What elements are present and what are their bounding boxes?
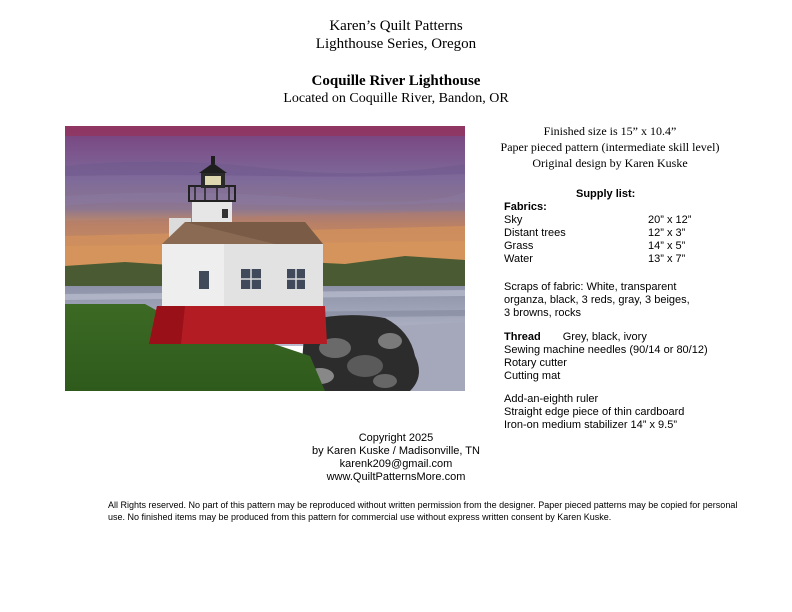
fabric-size: 20” x 12” [648, 214, 692, 226]
scraps-note [504, 281, 754, 320]
list-item [504, 227, 764, 240]
tool-item: Rotary cutter [504, 357, 567, 369]
finished-size: Finished size is 15” x 10.4” [543, 124, 677, 138]
copyright-email: karenk209@gmail.com [339, 458, 453, 470]
scraps-line: organza, black, 3 reds, gray, 3 beiges, [504, 294, 690, 306]
title-block [0, 72, 792, 108]
list-item [504, 214, 764, 227]
fabric-name: Distant trees [504, 227, 566, 239]
fabric-size: 13” x 7” [648, 253, 686, 265]
tool-item: Sewing machine needles (90/14 or 80/12) [504, 344, 708, 356]
scraps-line: Scraps of fabric: White, transparent [504, 281, 677, 293]
extra-item: Iron-on medium stabilizer 14” x 9.5” [504, 419, 678, 431]
lighthouse-quilt-illustration [65, 126, 465, 391]
scraps-line: 3 browns, rocks [504, 307, 582, 319]
extra-item: Add-an-eighth ruler [504, 393, 599, 405]
copyright-year: Copyright 2025 [358, 432, 434, 444]
thread-label: Thread [504, 331, 541, 343]
rights-notice: All Rights reserved. No part of this pattern may be reproduced without written permission from the designer. Paper pieced patterns may be copied for personal use. No finished items may be produced from this pattern for commercial use without express written consent by Karen Kuske. [108, 500, 738, 522]
header-line-2: Lighthouse Series, Oregon [315, 36, 477, 52]
technique: Paper pieced pattern (intermediate skill level) [500, 140, 720, 154]
pattern-details [466, 123, 754, 171]
extra-item: Straight edge piece of thin cardboard [504, 406, 685, 418]
fabric-name: Water [504, 253, 533, 265]
supply-list-heading: Supply list: [576, 188, 636, 200]
thread-and-tools [504, 331, 764, 383]
fabrics-label: Fabrics: [504, 201, 547, 213]
copyright-block [296, 432, 496, 484]
header [0, 17, 792, 53]
copyright-website: www.QuiltPatternsMore.com [326, 471, 466, 483]
fabric-name: Grass [504, 240, 534, 252]
list-item [504, 253, 764, 266]
quilt-image [65, 126, 465, 391]
list-item [504, 240, 764, 253]
fabrics-list [504, 201, 764, 266]
fabric-name: Sky [504, 214, 523, 226]
extra-supplies [504, 393, 774, 432]
pattern-location: Located on Coquille River, Bandon, OR [283, 91, 509, 106]
fabric-size: 14” x 5” [648, 240, 686, 252]
thread-line [504, 331, 764, 344]
thread-colors: Grey, black, ivory [562, 331, 647, 343]
copyright-author: by Karen Kuske / Madisonville, TN [312, 445, 480, 457]
fabric-size: 12” x 3” [648, 227, 686, 239]
design-credit: Original design by Karen Kuske [532, 156, 688, 170]
tool-item: Cutting mat [504, 370, 561, 382]
header-line-1: Karen’s Quilt Patterns [329, 18, 463, 34]
pattern-title: Coquille River Lighthouse [311, 73, 481, 89]
